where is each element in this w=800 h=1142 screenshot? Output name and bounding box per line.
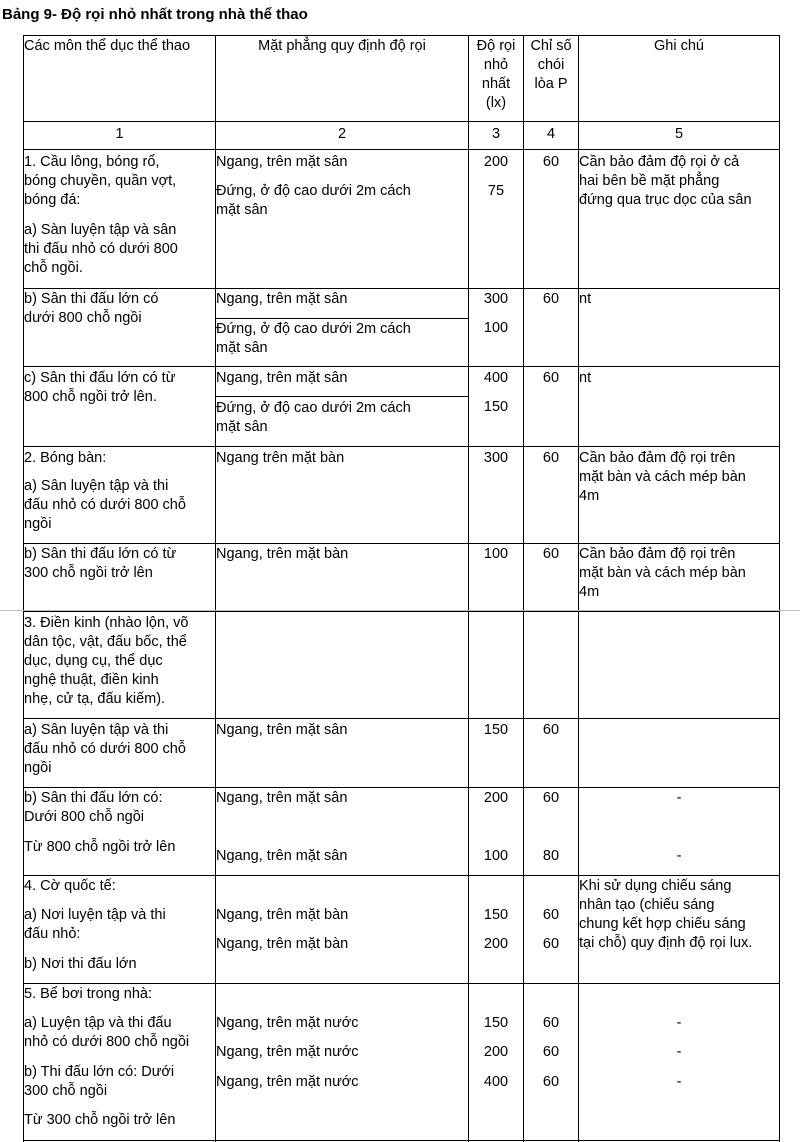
- sport-name: chỗ ngồi.: [24, 260, 83, 276]
- grid-line: [23, 1140, 780, 1141]
- grid-line: [23, 149, 780, 150]
- sport-name: 2. Bóng bàn:: [24, 450, 107, 466]
- header-glare-2: chói: [537, 57, 565, 73]
- glare-value: 60: [542, 1074, 560, 1090]
- note-text: 4m: [579, 584, 600, 600]
- sport-name: b) Sân thi đấu lớn có:: [24, 790, 163, 806]
- grid-line: [23, 611, 780, 612]
- glare-value: 60: [542, 907, 560, 923]
- glare-value: 80: [542, 848, 560, 864]
- sport-name: thi đấu nhỏ có dưới 800: [24, 241, 178, 257]
- note-text: -: [676, 1015, 682, 1031]
- sport-name: Từ 300 chỗ ngồi trở lên: [24, 1112, 176, 1128]
- sport-name: bóng đá:: [24, 192, 81, 208]
- grid-line: [23, 35, 780, 36]
- sport-name: b) Sân thi đấu lớn có: [24, 291, 159, 307]
- grid-line: [23, 121, 780, 122]
- sport-name: đấu nhỏ có dưới 800 chỗ: [24, 741, 186, 757]
- column-number: 5: [674, 126, 684, 142]
- grid-line: [23, 718, 780, 719]
- header-glare-3: lòa P: [534, 76, 568, 92]
- header-plane: Mặt phẳng quy định độ rọi: [258, 38, 426, 54]
- lux-value: 300: [483, 291, 509, 307]
- plane-text: Ngang, trên mặt nước: [216, 1044, 359, 1060]
- sport-name: 4. Cờ quốc tế:: [24, 878, 116, 894]
- header-glare-1: Chỉ số: [530, 38, 572, 54]
- header-lux-3: nhất: [481, 76, 511, 92]
- grid-line: [23, 366, 780, 367]
- page-break-line: [0, 610, 800, 611]
- glare-value: 60: [542, 936, 560, 952]
- column-number: 2: [337, 126, 347, 142]
- lux-value: 300: [483, 450, 509, 466]
- glare-value: 60: [542, 370, 560, 386]
- note-text: Khi sử dụng chiếu sáng: [579, 878, 732, 894]
- plane-text: Đứng, ở độ cao dưới 2m cách: [216, 183, 411, 199]
- column-number: 3: [491, 126, 501, 142]
- sport-name: ngồi: [24, 760, 52, 776]
- sport-name: Từ 800 chỗ ngồi trở lên: [24, 839, 176, 855]
- note-text: tại chỗ) quy định độ rọi lux.: [579, 935, 753, 951]
- lux-value: 150: [483, 907, 509, 923]
- plane-text: Ngang, trên mặt sân: [216, 848, 348, 864]
- lux-value: 400: [483, 370, 509, 386]
- lux-value: 150: [483, 722, 509, 738]
- plane-text: Ngang, trên mặt sân: [216, 154, 348, 170]
- sport-name: đấu nhỏ có dưới 800 chỗ: [24, 497, 186, 513]
- header-lux-4: (lx): [485, 95, 507, 111]
- lux-value: 100: [483, 848, 509, 864]
- sport-name: a) Sân luyện tập và thi: [24, 722, 169, 738]
- sport-name: dân tộc, vật, đấu bốc, thể: [24, 634, 187, 650]
- note-text: -: [676, 790, 682, 806]
- note-text: -: [676, 1074, 682, 1090]
- lux-value: 100: [483, 320, 509, 336]
- sport-name: dục, dụng cụ, thể dục: [24, 653, 163, 669]
- lux-value: 150: [483, 1015, 509, 1031]
- sport-name: dưới 800 chỗ ngồi: [24, 310, 142, 326]
- grid-line: [215, 318, 469, 319]
- sport-name: bóng chuyền, quần vợt,: [24, 173, 177, 189]
- lux-value: 200: [483, 1044, 509, 1060]
- sport-name: 1. Cầu lông, bóng rổ,: [24, 154, 160, 170]
- note-text: mặt bàn và cách mép bàn: [579, 565, 746, 581]
- plane-text: Đứng, ở độ cao dưới 2m cách: [216, 321, 411, 337]
- header-sport: Các môn thể dục thể thao: [24, 38, 191, 54]
- sport-name: nhỏ có dưới 800 chỗ ngồi: [24, 1034, 190, 1050]
- grid-line: [523, 35, 524, 1142]
- note-text: -: [676, 848, 682, 864]
- lux-value: 75: [487, 183, 505, 199]
- glare-value: 60: [542, 790, 560, 806]
- plane-text: mặt sân: [216, 202, 268, 218]
- table-title: Bảng 9- Độ rọi nhỏ nhất trong nhà thể thao: [2, 6, 308, 23]
- lux-value: 200: [483, 790, 509, 806]
- grid-line: [779, 35, 780, 1142]
- note-text: 4m: [579, 488, 600, 504]
- plane-text: Ngang, trên mặt nước: [216, 1015, 359, 1031]
- note-text: Cần bảo đảm độ rọi trên: [579, 546, 736, 562]
- header-lux-2: nhỏ: [483, 57, 509, 73]
- sport-name: nhẹ, cử tạ, đấu kiếm).: [24, 691, 166, 707]
- plane-text: Ngang, trên mặt sân: [216, 790, 348, 806]
- sport-name: a) Nơi luyện tập và thi: [24, 907, 166, 923]
- sport-name: 5. Bể bơi trong nhà:: [24, 986, 153, 1002]
- note-text: nhân tạo (chiếu sáng: [579, 897, 715, 913]
- note-text: Cần bảo đảm độ rọi ở cả: [579, 154, 740, 170]
- plane-text: Ngang trên mặt bàn: [216, 450, 345, 466]
- glare-value: 60: [542, 291, 560, 307]
- sport-name: a) Luyện tập và thi đấu: [24, 1015, 172, 1031]
- plane-text: Ngang, trên mặt nước: [216, 1074, 359, 1090]
- sport-name: b) Sân thi đấu lớn có từ: [24, 546, 177, 562]
- grid-line: [215, 396, 469, 397]
- plane-text: Đứng, ở độ cao dưới 2m cách: [216, 400, 411, 416]
- plane-text: Ngang, trên mặt bàn: [216, 546, 349, 562]
- lux-value: 200: [483, 936, 509, 952]
- column-number: 1: [115, 126, 124, 142]
- note-text: đứng qua trục dọc của sân: [579, 192, 752, 208]
- sport-name: nghệ thuật, điền kinh: [24, 672, 159, 688]
- lux-value: 400: [483, 1074, 509, 1090]
- note-text: nt: [579, 291, 592, 307]
- note-text: mặt bàn và cách mép bàn: [579, 469, 746, 485]
- sport-name: 3. Điền kinh (nhào lộn, võ: [24, 615, 189, 631]
- sport-name: 800 chỗ ngồi trở lên.: [24, 389, 157, 405]
- sport-name: b) Nơi thi đấu lớn: [24, 956, 137, 972]
- sport-name: 300 chỗ ngồi trở lên: [24, 565, 153, 581]
- plane-text: Ngang, trên mặt bàn: [216, 907, 349, 923]
- plane-text: Ngang, trên mặt sân: [216, 722, 348, 738]
- sport-name: đấu nhỏ:: [24, 926, 81, 942]
- column-number: 4: [546, 126, 556, 142]
- sport-name: a) Sân luyện tập và thi: [24, 478, 169, 494]
- header-lux-1: Độ rọi: [476, 38, 516, 54]
- grid-line: [23, 787, 780, 788]
- plane-text: mặt sân: [216, 419, 268, 435]
- lux-value: 200: [483, 154, 509, 170]
- lux-value: 100: [483, 546, 509, 562]
- note-text: -: [676, 1044, 682, 1060]
- plane-text: Ngang, trên mặt sân: [216, 291, 348, 307]
- plane-text: Ngang, trên mặt bàn: [216, 936, 349, 952]
- grid-line: [23, 983, 780, 984]
- sport-name: c) Sân thi đấu lớn có từ: [24, 370, 176, 386]
- glare-value: 60: [542, 722, 560, 738]
- plane-text: mặt sân: [216, 340, 268, 356]
- sport-name: ngồi: [24, 516, 52, 532]
- grid-line: [468, 35, 469, 1142]
- grid-line: [23, 543, 780, 544]
- glare-value: 60: [542, 1015, 560, 1031]
- glare-value: 60: [542, 546, 560, 562]
- grid-line: [23, 875, 780, 876]
- glare-value: 60: [542, 450, 560, 466]
- grid-line: [23, 446, 780, 447]
- sport-name: b) Thi đấu lớn có: Dưới: [24, 1064, 175, 1080]
- plane-text: Ngang, trên mặt sân: [216, 370, 348, 386]
- note-text: nt: [579, 370, 592, 386]
- note-text: hai bên bề mặt phẳng: [579, 173, 720, 189]
- glare-value: 60: [542, 154, 560, 170]
- grid-line: [23, 288, 780, 289]
- note-text: Cần bảo đảm độ rọi trên: [579, 450, 736, 466]
- sport-name: a) Sàn luyện tập và sân: [24, 222, 177, 238]
- lux-value: 150: [483, 399, 509, 415]
- note-text: chung kết hợp chiếu sáng: [579, 916, 746, 932]
- sport-name: Dưới 800 chỗ ngồi: [24, 809, 144, 825]
- sport-name: 300 chỗ ngồi: [24, 1083, 108, 1099]
- glare-value: 60: [542, 1044, 560, 1060]
- header-note: Ghi chú: [654, 38, 704, 54]
